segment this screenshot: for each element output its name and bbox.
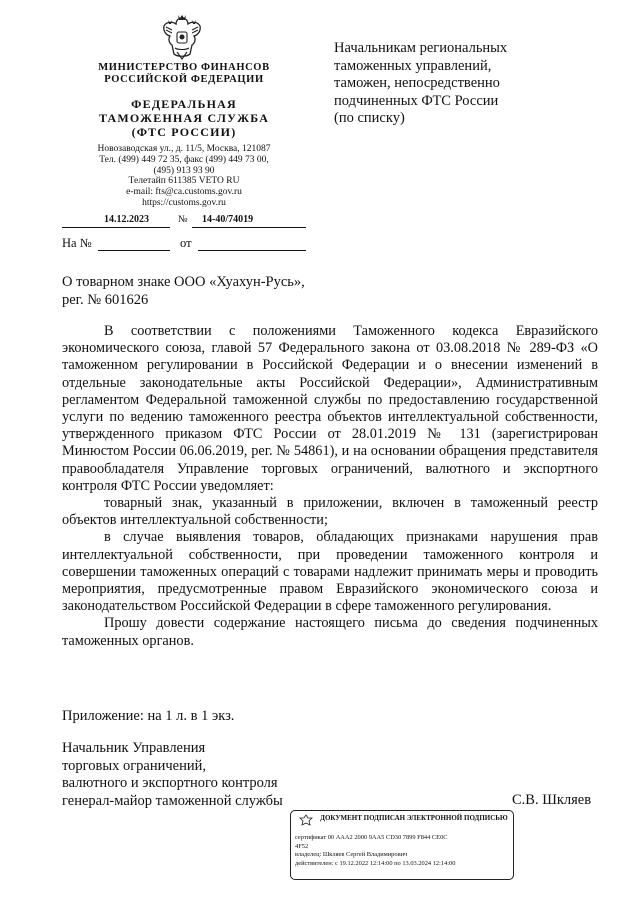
letter-body: [62, 323, 598, 650]
body-paragraph: Прошу довести содержание настоящего письма до сведения подчиненных таможенных органов.: [62, 615, 598, 649]
ref-prefix: На №: [62, 236, 92, 250]
state-emblem-icon: [160, 12, 204, 62]
emblem-icon: [299, 814, 313, 826]
signatory-name: С.В. Шкляев: [512, 792, 592, 808]
stamp-line: сертификат 00 AAA2 2000 9AA5 CD30 7899 F844 CE0C: [295, 834, 448, 841]
service-name: ФЕДЕРАЛЬНАЯ ТАМОЖЕННАЯ СЛУЖБА (ФТС РОССИИ): [98, 97, 270, 139]
body-paragraph: В соответствии с положениями Таможенного кодекса Евразийского экономического союза, главой 57 Федерального закона от 03.08.2018 № 289-ФЗ «О таможенном регулировании в Российской Федерации и о внесении изменений в отдельные законодательные акты Российской Федерации», Административным регламентом Федеральной таможенной службы по предоставлению государственной услуги по ведению таможенного реестра объектов интеллектуальной собственности, утвержденного приказом ФТС России от 28.01.2019 № 131 (зарегистрирован Минюстом России 06.06.2019, рег. № 54861), и на основании обращения представителя правообладателя Управление торговых ограничений, валютного и экспортного контроля ФТС России уведомляет:: [62, 323, 598, 494]
stamp-line: действителен: с 19.12.2022 12:14:00 по 13.03.2024 12:14:00: [295, 859, 456, 867]
attachment-note: Приложение: на 1 л. в 1 экз.: [62, 708, 235, 724]
stamp-line: владелец: Шкляев Сергей Владимирович: [295, 851, 408, 858]
ref-from: от: [180, 236, 192, 250]
stamp-line: 4F52: [295, 842, 309, 850]
body-paragraph: товарный знак, указанный в приложении, включен в таможенный реестр объектов интеллектуальной собственности;: [62, 495, 598, 529]
registration-line: [62, 214, 306, 228]
letter-subject: О товарном знаке ООО «Хуахун-Русь», рег. № 601626: [62, 274, 305, 308]
number-sign: №: [178, 214, 188, 225]
signatory-position: Начальник Управления торговых ограничений, валютного и экспортного контроля генерал-майор таможенной службы: [62, 740, 283, 809]
sender-address: Новозаводская ул., д. 11/5, Москва, 121087 Тел. (499) 449 72 35, факс (499) 449 73 00, (495) 913 93 90 Телетайп 611385 VETO RU e-mail: fts@ca.customs.gov.ru https://customs.gov.ru: [97, 144, 271, 208]
reference-line: [62, 236, 306, 252]
body-paragraph: в случае выявления товаров, обладающих признаками нарушения прав интеллектуальной собственности, при проведении таможенного контроля и совершении таможенных операций с товарами надлежит принимать меры и проводить мероприятия, предусмотренные правом Евразийского экономического союза и законодательством Российской Федерации в сфере таможенного регулирования.: [62, 529, 598, 615]
ministry-name: МИНИСТЕРСТВО ФИНАНСОВ РОССИЙСКОЙ ФЕДЕРАЦИИ: [98, 62, 270, 85]
registration-number: 14-40/74019: [202, 214, 254, 225]
electronic-signature-stamp: [290, 810, 514, 880]
stamp-title: ДОКУМЕНТ ПОДПИСАН ЭЛЕКТРОННОЙ ПОДПИСЬЮ: [320, 814, 508, 822]
recipient-block: Начальникам региональных таможенных управлений, таможен, непосредственно подчиненных ФТС России (по списку): [334, 40, 508, 126]
registration-date: 14.12.2023: [104, 214, 149, 225]
